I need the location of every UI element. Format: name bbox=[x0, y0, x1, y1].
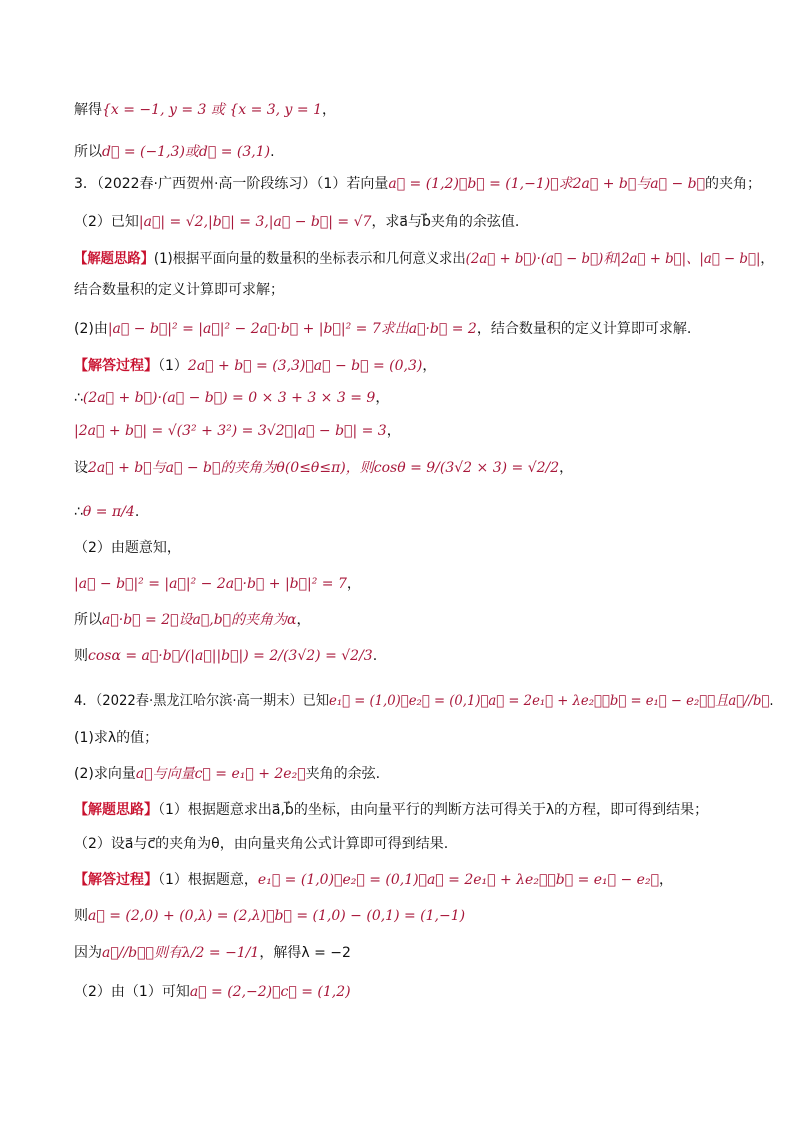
question-3-title bbox=[74, 173, 761, 195]
section-tag: 【解答过程】 bbox=[74, 872, 158, 888]
line-9 bbox=[74, 387, 389, 409]
line-text: (2)求向量 bbox=[74, 766, 136, 782]
math-expression: a⃗ = (1,2)，b⃗ = (1,−1)，求2a⃗ + b⃗与a⃗ − b⃗ bbox=[388, 176, 706, 192]
line-text: ，解得λ = −2 bbox=[259, 945, 351, 961]
line-text: 的夹角； bbox=[705, 176, 762, 192]
line-23 bbox=[74, 905, 465, 927]
line-text: 所以 bbox=[74, 612, 102, 628]
math-expression: 2a⃗ + b⃗ = (3,3)，a⃗ − b⃗ = (0,3) bbox=[187, 358, 423, 374]
line-text: ， bbox=[559, 460, 574, 476]
line-6 bbox=[74, 279, 284, 301]
line-text: ， bbox=[346, 576, 361, 592]
line-text: (1)求λ的值； bbox=[74, 730, 159, 746]
section-tag: 【解答过程】 bbox=[74, 358, 158, 374]
line-text: (1)根据平面向量的数量积的坐标表示和几何意义求出 bbox=[153, 251, 466, 267]
section-tag: 【解题思路】 bbox=[74, 802, 158, 818]
line-19 bbox=[74, 763, 380, 785]
math-expression: |2a⃗ + b⃗| = √(3² + 3²) = 3√2，|a⃗ − b⃗| = 3 bbox=[74, 423, 387, 439]
line-2 bbox=[74, 141, 275, 163]
math-expression: a⃗·b⃗ = 2，设a⃗,b⃗的夹角为α bbox=[102, 612, 297, 628]
line-text: 因为 bbox=[74, 945, 102, 961]
question-3-part-2 bbox=[74, 211, 519, 233]
math-expression: e₁⃗ = (1,0)，e₂⃗ = (0,1)，a⃗ = 2e₁⃗ + λe₂⃗，b⃗ = e₁⃗ − e₂⃗，且a⃗//b⃗ bbox=[329, 693, 770, 709]
line-18 bbox=[74, 727, 158, 749]
math-expression: (2a⃗ + b⃗)·(a⃗ − b⃗) = 0 × 3 + 3 × 3 = 9 bbox=[82, 390, 376, 406]
line-text: 则 bbox=[74, 908, 88, 924]
line-text: 4．（2022春·黑龙江哈尔滨·高一期末）已知 bbox=[74, 693, 330, 709]
math-expression: e₁⃗ = (1,0)，e₂⃗ = (0,1)，a⃗ = 2e₁⃗ + λe₂⃗，b⃗ = e₁⃗ − e₂⃗ bbox=[257, 872, 659, 888]
line-16 bbox=[74, 645, 377, 667]
line-text: ， bbox=[760, 251, 774, 267]
line-10 bbox=[74, 420, 401, 442]
math-expression: |a⃗| = √2,|b⃗| = 3,|a⃗ − b⃗| = √7 bbox=[138, 214, 372, 230]
line-15 bbox=[74, 609, 311, 631]
line-text: 解得 bbox=[74, 102, 102, 118]
line-text: （1） bbox=[158, 358, 188, 374]
line-text: （1）根据题意求出a⃗,b⃗的坐标，由向量平行的判断方法可得关于λ的方程，即可得到结果； bbox=[158, 802, 709, 818]
line-text: ， bbox=[296, 612, 311, 628]
math-expression: a⃗与向量c⃗ = e₁⃗ + 2e₂⃗ bbox=[135, 766, 306, 782]
math-expression: |a⃗ − b⃗|² = |a⃗|² − 2a⃗·b⃗ + |b⃗|² = 7 bbox=[74, 576, 347, 592]
line-text: . bbox=[769, 693, 774, 709]
math-expression: a⃗ = (2,−2)，c⃗ = (1,2) bbox=[189, 984, 351, 1000]
line-text: （2）由题意知， bbox=[74, 540, 181, 556]
math-expression: (2a⃗ + b⃗)·(a⃗ − b⃗)和|2a⃗ + b⃗|、|a⃗ − b⃗| bbox=[465, 251, 761, 267]
math-expression: 2a⃗ + b⃗与a⃗ − b⃗的夹角为θ(0≤θ≤π)，则cosθ = 9/(3√2 × 3) = √2/2 bbox=[88, 460, 560, 476]
line-text: （2）设a⃗与c⃗的夹角为θ，由向量夹角公式计算即可得到结果. bbox=[74, 836, 449, 852]
line-text: (2)由 bbox=[74, 321, 108, 337]
line-text: ， bbox=[658, 872, 673, 888]
line-25 bbox=[74, 981, 351, 1003]
math-expression: a⃗//b⃗，则有λ/2 = −1/1 bbox=[102, 945, 260, 961]
line-1 bbox=[74, 99, 336, 121]
line-text: ，求a⃗与b⃗夹角的余弦值. bbox=[371, 214, 520, 230]
line-text: （1）根据题意， bbox=[158, 872, 258, 888]
line-text: 设 bbox=[74, 460, 88, 476]
math-expression: a⃗ = (2,0) + (0,λ) = (2,λ)，b⃗ = (1,0) − (0,1) = (1,−1) bbox=[88, 908, 466, 924]
line-7 bbox=[74, 318, 691, 340]
line-text: ， bbox=[375, 390, 390, 406]
line-text: 夹角的余弦. bbox=[305, 766, 381, 782]
line-text: ， bbox=[322, 102, 337, 118]
section-tag: 【解题思路】 bbox=[74, 251, 154, 267]
line-text: 3．（2022春·广西贺州·高一阶段练习）（1）若向量 bbox=[74, 176, 389, 192]
line-14 bbox=[74, 573, 361, 595]
math-expression: |a⃗ − b⃗|² = |a⃗|² − 2a⃗·b⃗ + |b⃗|² = 7求出a⃗·b⃗ = 2 bbox=[107, 321, 477, 337]
line-21 bbox=[74, 833, 448, 855]
solution-process-3 bbox=[74, 355, 436, 377]
line-12 bbox=[74, 501, 139, 523]
line-text: ∴ bbox=[74, 504, 83, 520]
math-expression: θ = π/4 bbox=[82, 504, 135, 520]
math-expression: {x = −1, y = 3 或 {x = 3, y = 1 bbox=[102, 102, 323, 118]
line-11 bbox=[74, 457, 573, 479]
line-text: ， bbox=[422, 358, 437, 374]
math-expression: d⃗ = (−1,3)或d⃗ = (3,1) bbox=[102, 144, 271, 160]
line-text: . bbox=[134, 504, 140, 520]
line-text: （2）已知 bbox=[74, 214, 139, 230]
line-text: （2）由（1）可知 bbox=[74, 984, 190, 1000]
line-text: 结合数量积的定义计算即可求解； bbox=[74, 282, 284, 298]
line-24 bbox=[74, 942, 351, 964]
line-text: . bbox=[372, 648, 378, 664]
line-text: 所以 bbox=[74, 144, 102, 160]
solution-idea-4 bbox=[74, 799, 708, 821]
solution-idea-3 bbox=[74, 248, 774, 270]
math-expression: cosα = a⃗·b⃗/(|a⃗||b⃗|) = 2/(3√2) = √2/3 bbox=[88, 648, 373, 664]
line-text: ∴ bbox=[74, 390, 83, 406]
line-13 bbox=[74, 537, 181, 559]
line-text: ，结合数量积的定义计算即可求解. bbox=[476, 321, 692, 337]
line-text: ， bbox=[386, 423, 401, 439]
question-4-title bbox=[74, 690, 774, 712]
line-text: 则 bbox=[74, 648, 88, 664]
line-text: . bbox=[270, 144, 275, 160]
solution-process-4 bbox=[74, 869, 673, 891]
